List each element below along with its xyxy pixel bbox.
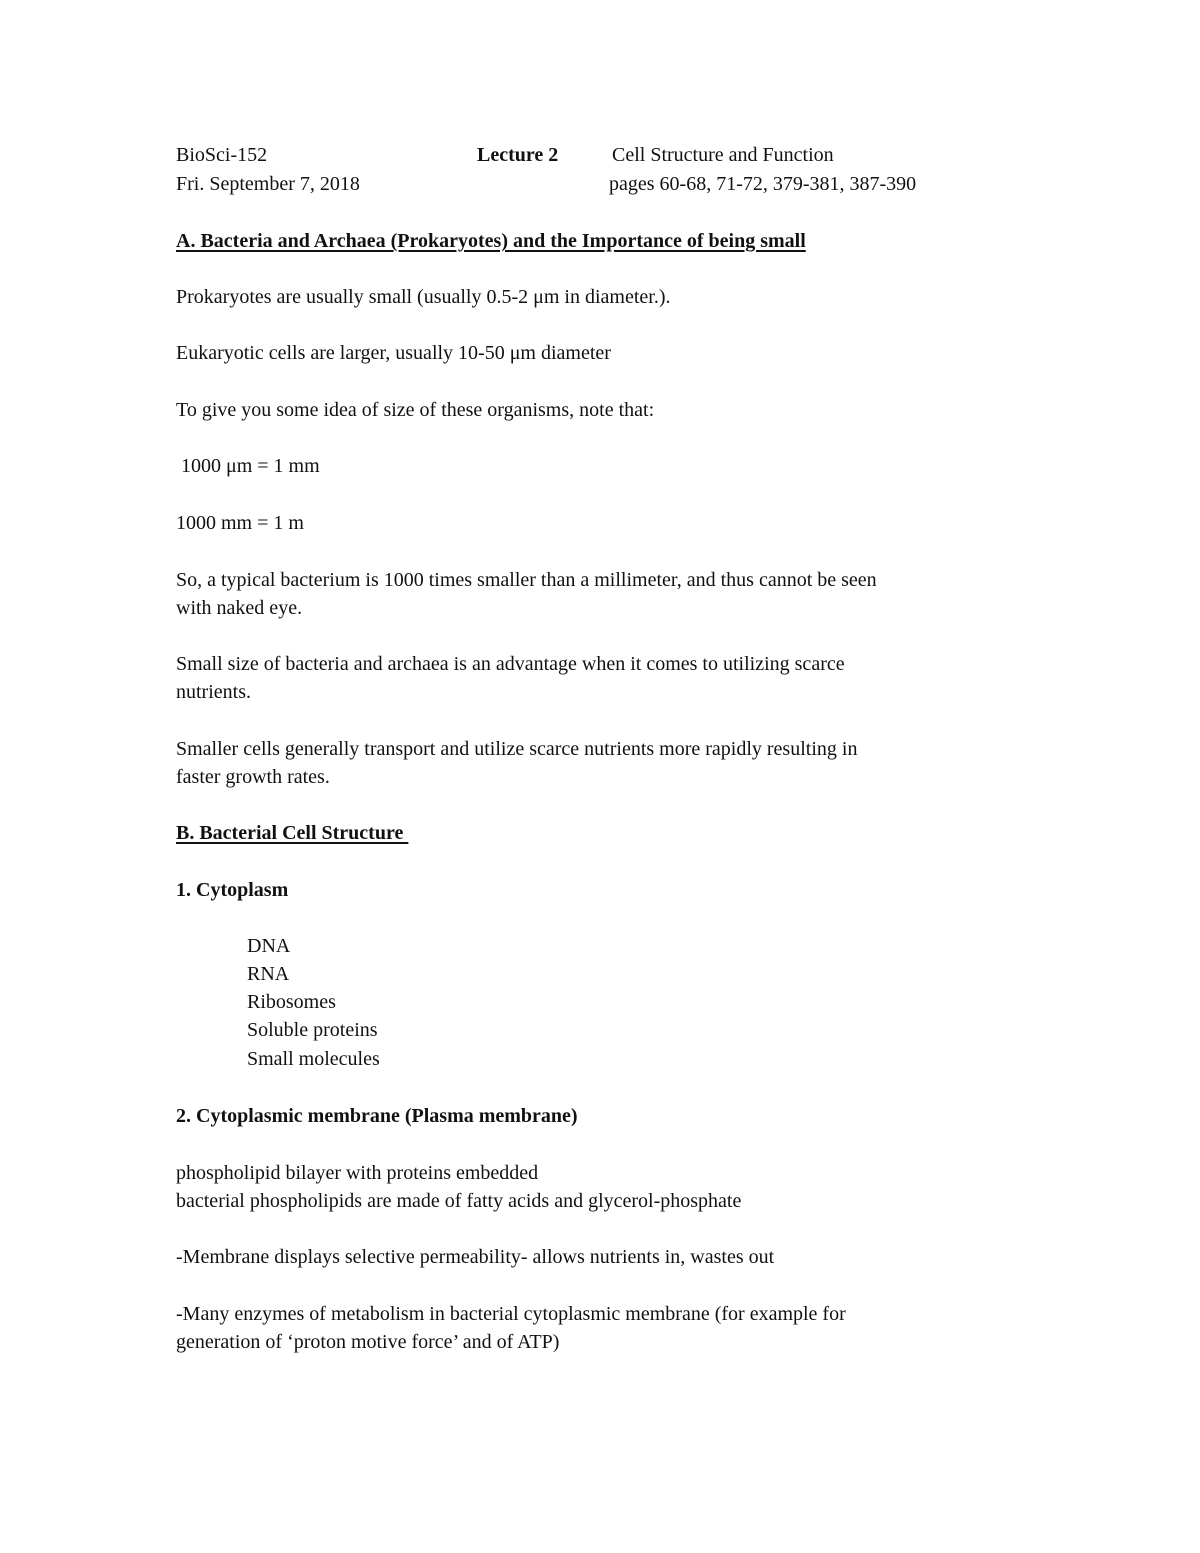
- paragraph-small-advantage-2: nutrients.: [176, 681, 251, 703]
- section-a-heading: A. Bacteria and Archaea (Prokaryotes) and the Importance of being small: [176, 230, 806, 252]
- header-line-1: [176, 141, 834, 169]
- subheading-cytoplasmic-membrane: 2. Cytoplasmic membrane (Plasma membrane): [176, 1105, 578, 1127]
- equation-um-to-mm: 1000 μm = 1 mm: [176, 455, 320, 477]
- list-item: Soluble proteins: [247, 1019, 378, 1041]
- list-item: RNA: [247, 963, 290, 985]
- section-b-heading: B. Bacterial Cell Structure: [176, 822, 409, 844]
- paragraph-bacterium-scale-1: So, a typical bacterium is 1000 times smaller than a millimeter, and thus cannot be seen: [176, 569, 877, 591]
- membrane-permeability-text: -Membrane displays selective permeability- allows nutrients in, wastes out: [176, 1246, 775, 1268]
- reading-pages: pages 60-68, 71-72, 379-381, 387-390: [609, 173, 917, 195]
- membrane-enzymes-text-2: generation of ‘proton motive force’ and of ATP): [176, 1331, 560, 1353]
- lecture-number: Lecture 2: [477, 144, 559, 166]
- list-item: DNA: [247, 935, 291, 957]
- membrane-phospholipid-text: bacterial phospholipids are made of fatty acids and glycerol-phosphate: [176, 1190, 742, 1212]
- equation-mm-to-m: 1000 mm = 1 m: [176, 512, 304, 534]
- paragraph-small-advantage-1: Small size of bacteria and archaea is an advantage when it comes to utilizing scarce: [176, 653, 845, 675]
- membrane-enzymes-text-1: -Many enzymes of metabolism in bacterial cytoplasmic membrane (for example for: [176, 1303, 846, 1325]
- lecture-date: Fri. September 7, 2018: [176, 173, 360, 195]
- subheading-cytoplasm: 1. Cytoplasm: [176, 879, 289, 901]
- list-item: Ribosomes: [247, 991, 336, 1013]
- paragraph-growth-rates-2: faster growth rates.: [176, 766, 330, 788]
- paragraph-prokaryote-size: Prokaryotes are usually small (usually 0.5-2 μm in diameter.).: [176, 286, 671, 308]
- paragraph-growth-rates-1: Smaller cells generally transport and utilize scarce nutrients more rapidly resulting in: [176, 738, 858, 760]
- lecture-topic: Cell Structure and Function: [612, 144, 834, 166]
- course-code: BioSci-152: [176, 144, 268, 166]
- paragraph-bacterium-scale-2: with naked eye.: [176, 597, 303, 619]
- header-line-2: [176, 170, 917, 198]
- paragraph-eukaryote-size: Eukaryotic cells are larger, usually 10-50 μm diameter: [176, 342, 611, 364]
- membrane-bilayer-text: phospholipid bilayer with proteins embedded: [176, 1162, 539, 1184]
- paragraph-size-intro: To give you some idea of size of these organisms, note that:: [176, 399, 655, 421]
- list-item: Small molecules: [247, 1048, 380, 1070]
